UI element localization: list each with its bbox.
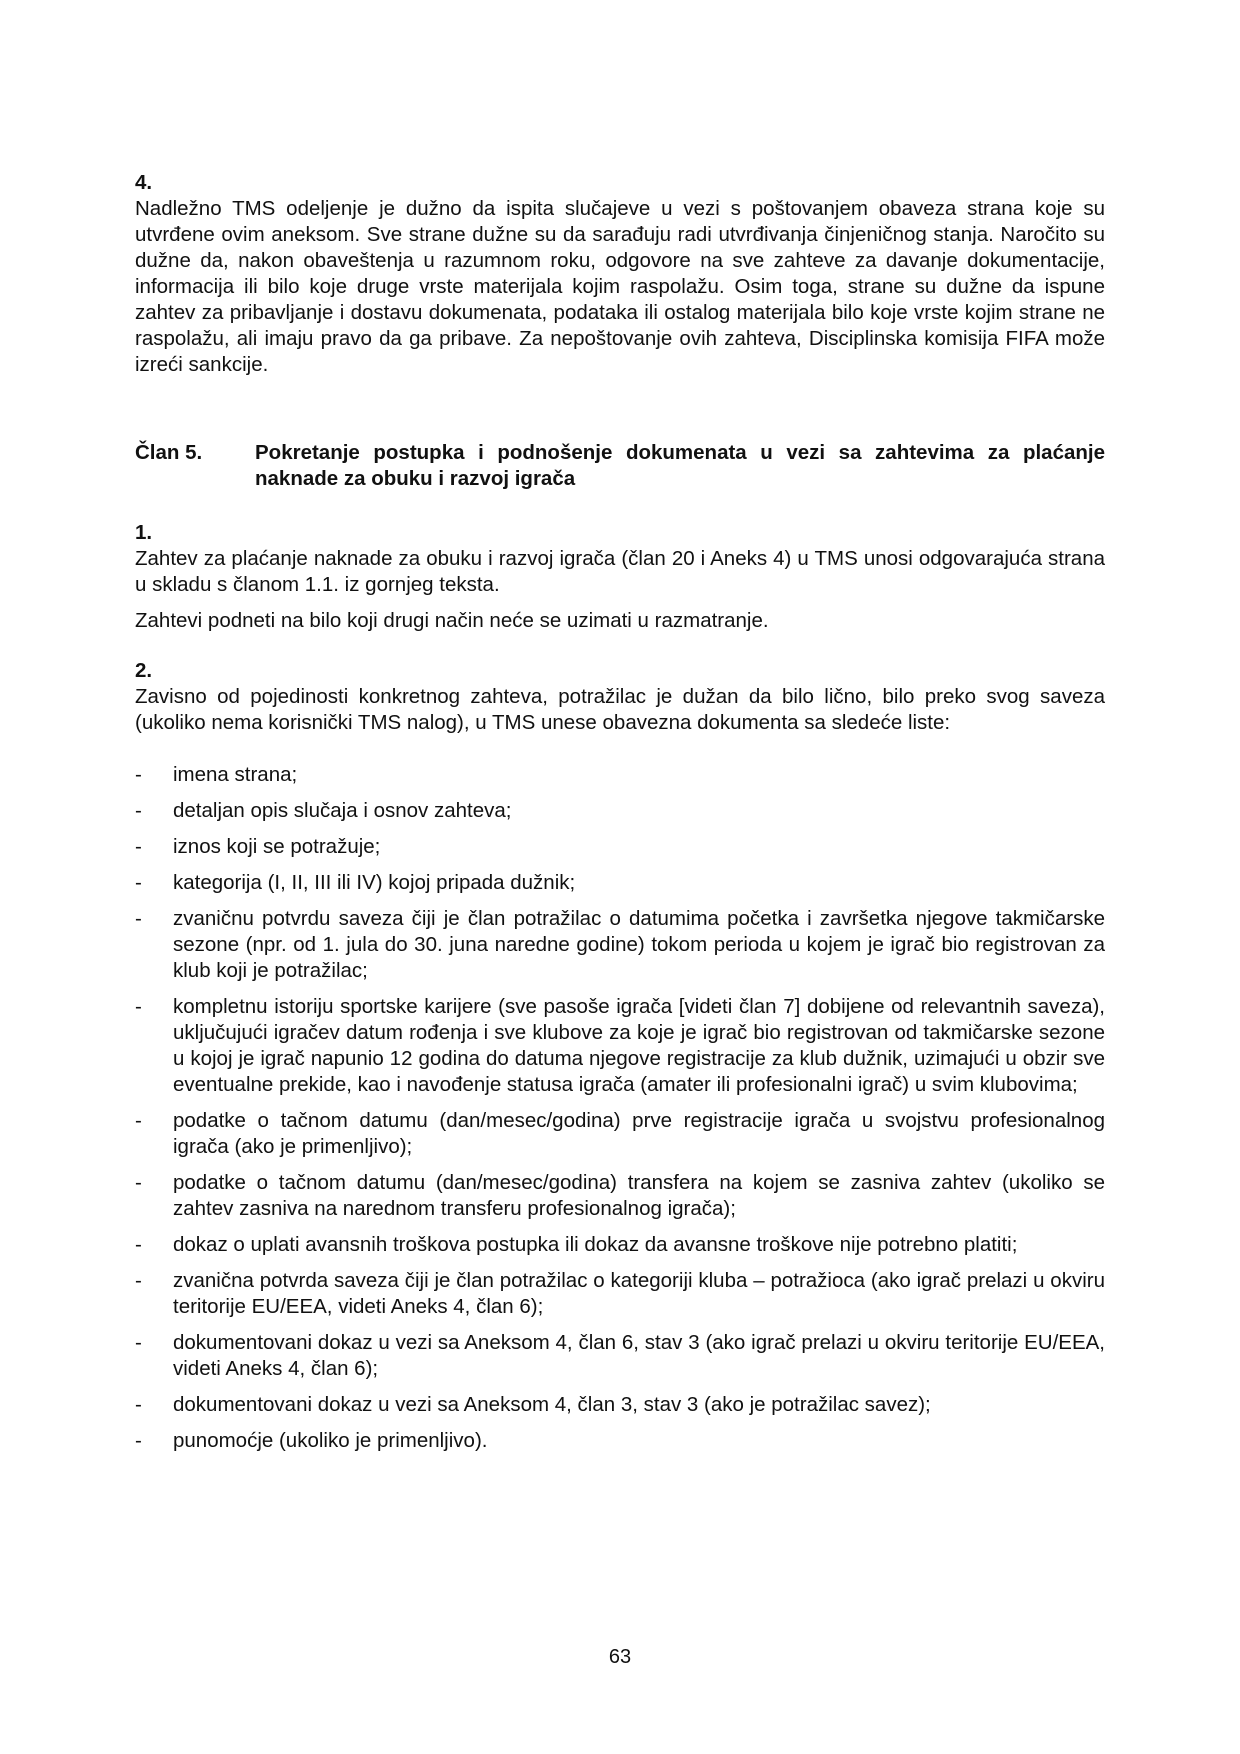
list-bullet-dash: - [135,1233,142,1256]
list-bullet-dash: - [135,763,142,786]
point-1 [135,520,1105,634]
point-paragraph: Zavisno od pojedinosti konkretnog zahteva, potražilac je dužan da bilo lično, bilo preko svog saveza (ukoliko nema korisnički TMS nalog), u TMS unese obavezna dokumenta sa sledeće liste: [135,685,1105,734]
list-bullet-dash: - [135,871,142,894]
list-item-text: detaljan opis slučaja i osnov zahteva; [173,799,512,822]
list-item-text: punomoćje (ukoliko je primenljivo). [173,1429,488,1452]
list-item [135,994,1105,1098]
list-bullet-dash: - [135,1393,142,1416]
article-heading [135,440,1105,492]
list-item-text: kategorija (I, II, III ili IV) kojoj pripada dužnik; [173,871,576,894]
list-item [135,1170,1105,1222]
section-4 [135,170,1105,378]
list-item [135,1232,1105,1258]
list-item-text: kompletnu istoriju sportske karijere (sve pasoše igrača [videti član 7] dobijene od relevantnih saveza), uključujući igračev datum rođenja i sve klubove za koje je igrač bio registrovan od takmičarske sezone u kojoj je igrač napunio 12 godina do datuma njegove registracije za klub dužnik, uzimajući u obzir sve eventualne prekide, kao i navođenje statusa igrača (amater ili profesionalni igrač) u svim klubovima; [173,995,1105,1096]
point-number: 1. [135,521,153,544]
list-bullet-dash: - [135,995,142,1018]
list-item-text: imena strana; [173,763,298,786]
article-number: Član 5. [135,441,203,464]
list-bullet-dash: - [135,1109,142,1132]
article-title: Pokretanje postupka i podnošenje dokumenata u vezi sa zahtevima za plaćanje naknade za obuku i razvoj igrača [255,441,1105,490]
list-item-text: podatke o tačnom datumu (dan/mesec/godina) transfera na kojem se zasniva zahtev (ukoliko se zahtev zasniva na narednom transferu profesionalnog igrača); [173,1171,1105,1220]
point-note: Zahtevi podneti na bilo koji drugi način neće se uzimati u razmatranje. [135,609,769,632]
list-item-text: dokaz o uplati avansnih troškova postupka ili dokaz da avansne troškove nije potrebno platiti; [173,1233,1018,1256]
point-number: 2. [135,659,153,682]
list-item [135,762,1105,788]
list-item [135,1330,1105,1382]
list-item-text: zvanična potvrda saveza čiji je član potražilac o kategoriji kluba – potražioca (ako igrač prelazi u okviru teritorije EU/EEA, videti Aneks 4, član 6); [173,1269,1105,1318]
list-item-text: dokumentovani dokaz u vezi sa Aneksom 4, član 6, stav 3 (ako igrač prelazi u okviru teritorije EU/EEA, videti Aneks 4, član 6); [173,1331,1105,1380]
list-item-text: podatke o tačnom datumu (dan/mesec/godina) prve registracije igrača u svojstvu profesionalnog igrača (ako je primenljivo); [173,1109,1105,1158]
section-paragraph: Nadležno TMS odeljenje je dužno da ispita slučajeve u vezi s poštovanjem obaveza strana koje su utvrđene ovim aneksom. Sve strane dužne su da sarađuju radi utvrđivanja činjeničnog stanja. Naročito su dužne da, nakon obaveštenja u razumnom roku, odgovore na sve zahteve za davanje dokumentacije, informacija ili bilo koje druge vrste materijala kojim raspolažu. Osim toga, strane su dužne da ispune zahtev za pribavljanje i dostavu dokumenata, podataka ili ostalog materijala bilo koje vrste kojim strane ne raspolažu, ali imaju pravo da ga pribave. Za nepoštovanje ovih zahteva, Disciplinska komisija FIFA može izreći sankcije. [135,197,1105,376]
point-2 [135,658,1105,1454]
list-bullet-dash: - [135,1429,142,1452]
list-item [135,1392,1105,1418]
list-item-text: zvaničnu potvrdu saveza čiji je član potražilac o datumima početka i završetka njegove takmičarske sezone (npr. od 1. jula do 30. juna naredne godine) tokom perioda u kojem je igrač bio registrovan za klub koji je potražilac; [173,907,1105,982]
list-bullet-dash: - [135,799,142,822]
list-item [135,1108,1105,1160]
list-item [135,906,1105,984]
list-bullet-dash: - [135,1269,142,1292]
point-paragraph: Zahtev za plaćanje naknade za obuku i razvoj igrača (član 20 i Aneks 4) u TMS unosi odgovarajuća strana u skladu s članom 1.1. iz gornjeg teksta. [135,547,1105,596]
list-item-text: dokumentovani dokaz u vezi sa Aneksom 4, član 3, stav 3 (ako je potražilac savez); [173,1393,931,1416]
list-item [135,1428,1105,1454]
section-number: 4. [135,171,153,194]
document-page [135,170,1105,1464]
list-item-text: iznos koji se potražuje; [173,835,381,858]
required-documents-list [135,762,1105,1454]
list-bullet-dash: - [135,835,142,858]
list-item [135,834,1105,860]
list-item [135,798,1105,824]
list-bullet-dash: - [135,1331,142,1354]
list-bullet-dash: - [135,1171,142,1194]
page-number: 63 [608,1646,632,1668]
list-bullet-dash: - [135,907,142,930]
list-item [135,1268,1105,1320]
list-item [135,870,1105,896]
